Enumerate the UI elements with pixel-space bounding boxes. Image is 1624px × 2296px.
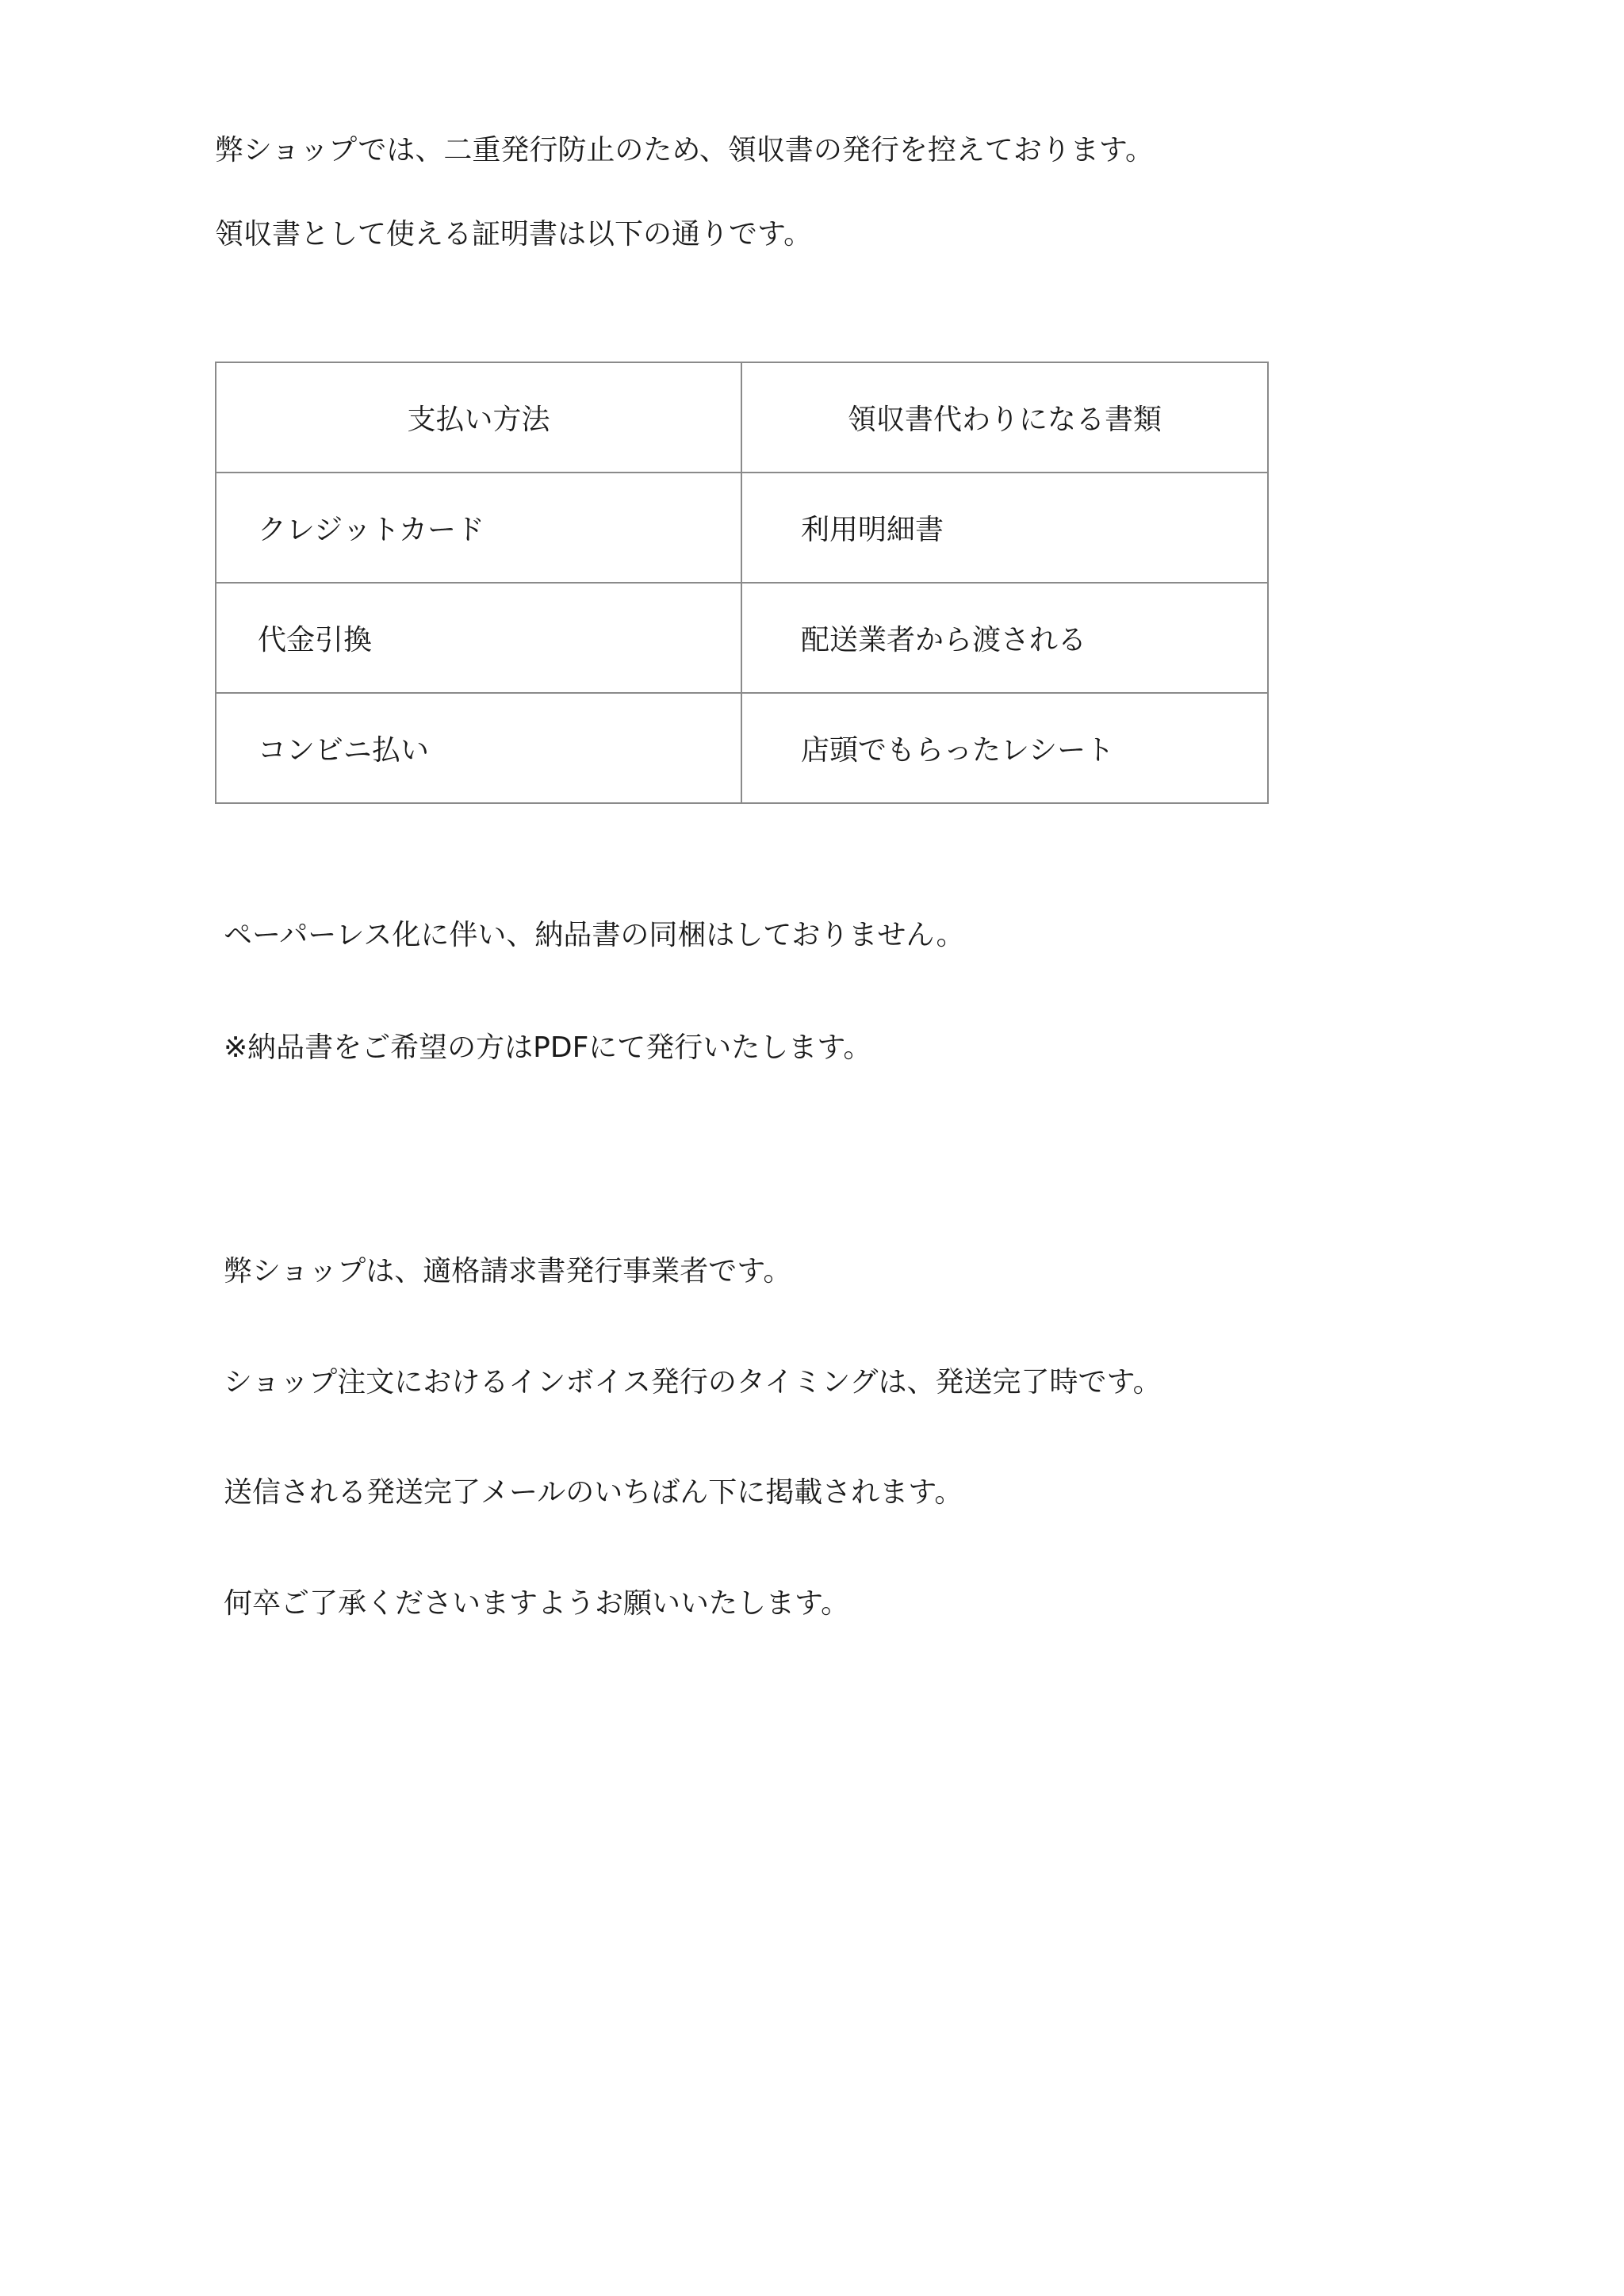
paperless-line-1: ペーパーレス化に伴い、納品書の同梱はしておりません。 <box>224 919 965 951</box>
invoice-line-3: 送信される発送完了メールのいちばん下に掲載されます。 <box>224 1476 963 1509</box>
table-row <box>216 473 1268 583</box>
intro-line-2: 領収書として使える証明書は以下の通りです。 <box>215 218 813 251</box>
invoice-line-4: 何卒ご了承くださいますようお願いいたします。 <box>224 1587 850 1620</box>
table-row <box>216 693 1268 803</box>
table-row <box>216 583 1268 693</box>
table-cell-receipt-document: 店頭でもらったレシート <box>741 693 1268 803</box>
table-cell-payment-method: コンビニ払い <box>216 693 741 803</box>
table-cell-receipt-document: 配送業者から渡される <box>741 583 1268 693</box>
table-cell-payment-method: 代金引換 <box>216 583 741 693</box>
intro-line-1: 弊ショップでは、二重発行防止のため、領収書の発行を控えております。 <box>215 134 1155 166</box>
invoice-line-2: ショップ注文におけるインボイス発行のタイミングは、発送完了時です。 <box>224 1366 1162 1399</box>
table-header-payment-method: 支払い方法 <box>216 362 741 473</box>
receipt-substitute-table <box>215 362 1269 804</box>
paperless-line-2: ※納品書をご希望の方はPDFにて発行いたします。 <box>224 1031 872 1064</box>
invoice-line-1: 弊ショップは、適格請求書発行事業者です。 <box>224 1255 792 1288</box>
table-header-receipt-document: 領収書代わりになる書類 <box>741 362 1268 473</box>
table-cell-payment-method: クレジットカード <box>216 473 741 583</box>
table-header-row <box>216 362 1268 473</box>
table-cell-receipt-document: 利用明細書 <box>741 473 1268 583</box>
